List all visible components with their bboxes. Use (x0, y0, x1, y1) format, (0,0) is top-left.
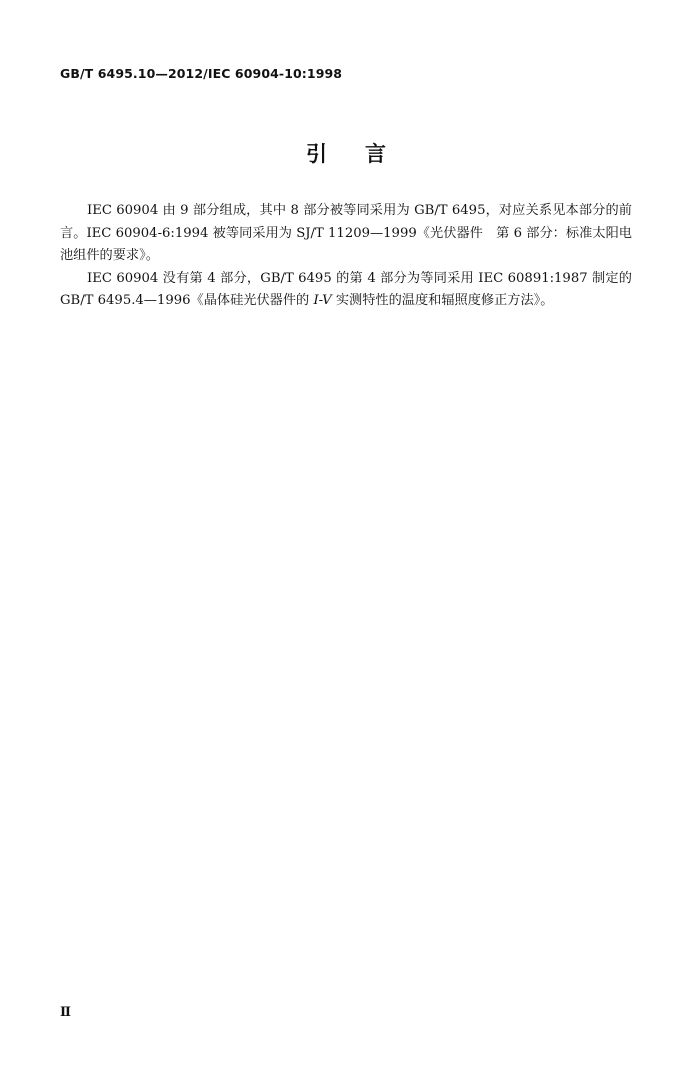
paragraph-2-text-after: 实测特性的温度和辐照度修正方法》。 (331, 293, 554, 308)
paragraph-2-italic-term: I-V (313, 293, 332, 308)
introduction-body (60, 200, 632, 313)
page-title: 引言 (306, 142, 424, 166)
standard-code-header: GB/T 6495.10—2012/IEC 60904-10:1998 (60, 66, 343, 81)
paragraph-2-text-before: IEC 60904 没有第 4 部分，GB/T 6495 的第 4 部分为等同采用 IEC 60891:1987 制定的 GB/T 6495.4—1996《晶体硅光伏器件的 (60, 270, 632, 308)
paragraph-1: IEC 60904 由 9 部分组成，其中 8 部分被等同采用为 GB/T 6495，对应关系见本部分的前言。IEC 60904-6:1994 被等同采用为 SJ/T 11209—1999《光伏器件 第 6 部分：标准太阳电池组件的要求》。 (60, 203, 632, 263)
page-number: Ⅱ (60, 1005, 71, 1020)
paragraph-2 (60, 268, 632, 313)
